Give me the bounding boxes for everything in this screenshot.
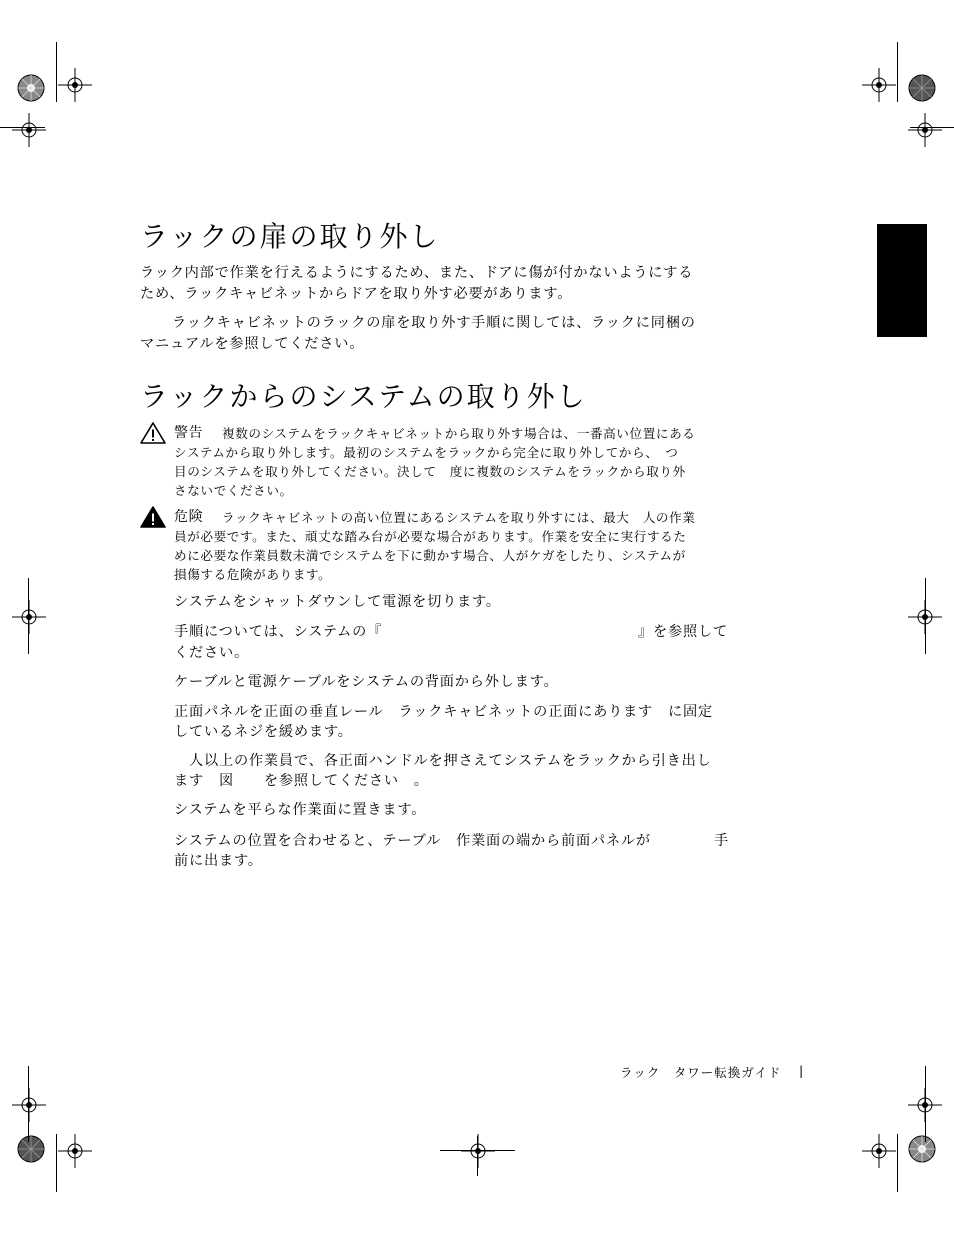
crosshair-mark-icon: [12, 1088, 46, 1122]
body-text: ラック内部で作業を行えるようにするため、また、ドアに傷が付かないようにする: [140, 265, 694, 281]
trim-line: [56, 42, 57, 102]
step-7: システムの位置を合わせると、テーブル 作業面の端から前面パネルが: [174, 833, 651, 849]
warning-text: 複数のシステムをラックキャビネットから取り外す場合は、一番高い位置にある: [222, 426, 696, 441]
crosshair-mark-icon: [862, 68, 896, 102]
trim-line: [56, 1134, 57, 1192]
crosshair-mark-icon: [12, 113, 46, 147]
footer-separator: |: [799, 1063, 805, 1078]
trim-line: [440, 1150, 515, 1151]
danger-text: 損傷する危険があります。: [174, 567, 332, 582]
step-2: 』を参照して: [638, 624, 728, 640]
running-footer: ラック タワー転換ガイド: [620, 1065, 782, 1080]
step-2: ください。: [174, 645, 249, 661]
trim-line: [910, 127, 954, 128]
crosshair-mark-icon: [58, 1134, 92, 1168]
crosshair-mark-icon: [12, 600, 46, 634]
trim-line: [477, 1136, 478, 1176]
step-4: 正面パネルを正面の垂直レール ラックキャビネットの正面にあります に固定: [174, 704, 713, 720]
danger-triangle-icon: [139, 505, 167, 533]
trim-line: [0, 127, 45, 128]
crosshair-mark-icon: [461, 1134, 495, 1168]
registration-rosette-icon: [907, 1134, 937, 1164]
step-6: システムを平らな作業面に置きます。: [174, 802, 427, 818]
trim-line: [897, 42, 898, 102]
body-text: マニュアルを参照してください。: [140, 336, 365, 352]
step-7: 前に出ます。: [174, 853, 263, 869]
warning-text: システムから取り外します。最初のシステムをラックから完全に取り外してから、 つ: [174, 445, 679, 460]
trim-line: [897, 1134, 898, 1192]
section-heading-door-removal: ラックの扉の取り外し: [140, 220, 440, 253]
step-4: しているネジを緩めます。: [174, 724, 353, 740]
crosshair-mark-icon: [862, 1134, 896, 1168]
step-5: 人以上の作業員で、各正面ハンドルを押さえてシステムをラックから引き出し: [174, 753, 712, 769]
chapter-tab: [877, 224, 927, 337]
danger-text: ラックキャビネットの高い位置にあるシステムを取り外すには、最大 人の作業: [222, 510, 696, 525]
crosshair-mark-icon: [58, 68, 92, 102]
section-heading-system-removal: ラックからのシステムの取り外し: [140, 380, 587, 413]
warning-text: さないでください。: [174, 483, 293, 498]
step-7: 手: [714, 833, 729, 849]
danger-label: 危険: [174, 509, 204, 525]
warning-triangle-icon: [139, 421, 167, 449]
registration-rosette-icon: [16, 1134, 46, 1164]
trim-line: [28, 1066, 29, 1142]
danger-text: 員が必要です。また、頑丈な踏み台が必要な場合があります。作業を安全に実行するた: [174, 529, 687, 544]
trim-line: [925, 1066, 926, 1142]
step-5: ます 図 を参照してください 。: [174, 773, 429, 789]
body-text: ラックキャビネットのラックの扉を取り外す手順に関しては、ラックに同梱の: [172, 315, 696, 331]
step-2: 手順については、システムの『: [174, 624, 383, 640]
step-3: ケーブルと電源ケーブルをシステムの背面から外します。: [174, 674, 559, 690]
crosshair-mark-icon: [908, 113, 942, 147]
registration-rosette-icon: [16, 73, 46, 103]
registration-rosette-icon: [907, 73, 937, 103]
warning-text: 目のシステムを取り外してください。決して 度に複数のシステムをラックから取り外: [174, 464, 686, 479]
warning-label: 警告: [174, 425, 204, 441]
trim-line: [28, 578, 29, 654]
danger-text: めに必要な作業員数未満でシステムを下に動かす場合、人がケガをしたり、システムが: [174, 548, 686, 563]
body-text: ため、ラックキャビネットからドアを取り外す必要があります。: [140, 286, 573, 302]
step-1: システムをシャットダウンして電源を切ります。: [174, 594, 501, 610]
trim-line: [925, 578, 926, 654]
